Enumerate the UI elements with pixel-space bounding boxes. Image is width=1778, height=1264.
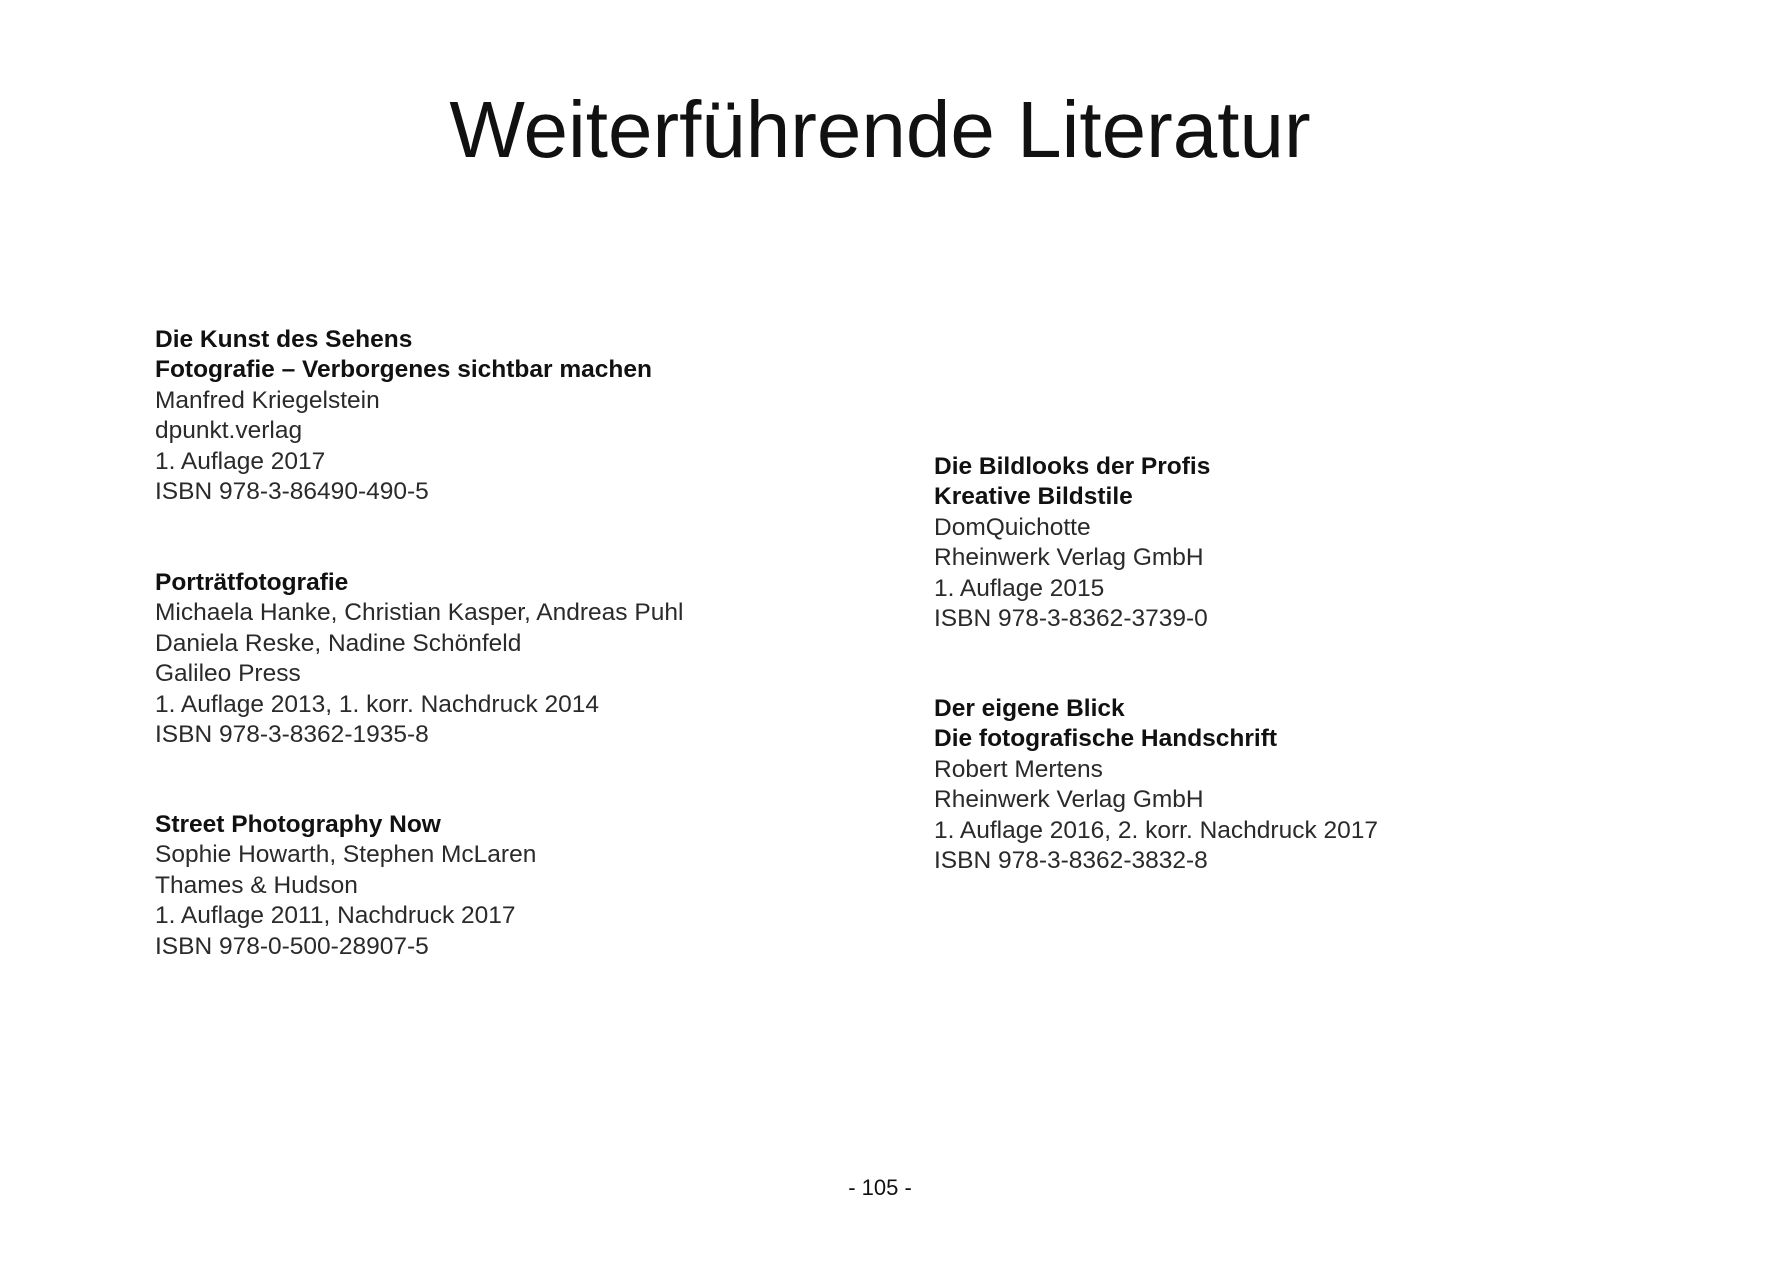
book-entry-bildlooks-der-profis [934, 452, 1634, 634]
book-edition: 1. Auflage 2016, 2. korr. Nachdruck 2017 [934, 816, 1379, 844]
book-author: Manfred Kriegelstein [155, 386, 380, 414]
book-authors: Daniela Reske, Nadine Schönfeld [155, 629, 522, 657]
book-publisher: Galileo Press [155, 660, 301, 688]
book-edition: 1. Auflage 2017 [155, 447, 326, 475]
book-entry-der-eigene-blick [934, 694, 1634, 876]
book-title: Street Photography Now [155, 811, 441, 838]
book-publisher: Rheinwerk Verlag GmbH [934, 786, 1204, 814]
book-isbn: ISBN 978-3-86490-490-5 [155, 478, 429, 506]
book-publisher: Thames & Hudson [155, 871, 358, 899]
book-title: Die Bildlooks der Profis [934, 453, 1211, 480]
book-entry-kunst-des-sehens [155, 325, 855, 507]
book-isbn: ISBN 978-3-8362-3739-0 [934, 605, 1208, 633]
book-isbn: ISBN 978-3-8362-1935-8 [155, 721, 429, 749]
page-title: Weiterführende Literatur [449, 85, 1311, 174]
book-authors: Michaela Hanke, Christian Kasper, Andreas Puhl [155, 599, 684, 627]
book-subtitle: Fotografie – Verborgenes sichtbar machen [155, 356, 652, 384]
book-isbn: ISBN 978-3-8362-3832-8 [934, 847, 1208, 875]
book-author: DomQuichotte [934, 513, 1091, 541]
book-isbn: ISBN 978-0-500-28907-5 [155, 932, 429, 960]
book-author: Robert Mertens [934, 755, 1103, 783]
book-publisher: dpunkt.verlag [155, 417, 303, 445]
book-title: Die Kunst des Sehens [155, 326, 413, 353]
book-edition: 1. Auflage 2015 [934, 574, 1105, 602]
book-subtitle: Kreative Bildstile [934, 483, 1133, 511]
book-authors: Sophie Howarth, Stephen McLaren [155, 841, 537, 869]
book-entry-portraetfotografie [155, 568, 855, 750]
book-publisher: Rheinwerk Verlag GmbH [934, 544, 1204, 572]
book-title: Porträtfotografie [155, 569, 349, 596]
book-edition: 1. Auflage 2013, 1. korr. Nachdruck 2014 [155, 690, 600, 718]
book-title: Der eigene Blick [934, 695, 1125, 722]
book-edition: 1. Auflage 2011, Nachdruck 2017 [155, 902, 516, 930]
book-entry-street-photography-now [155, 810, 855, 962]
page-number: - 105 - [848, 1175, 912, 1200]
book-subtitle: Die fotografische Handschrift [934, 725, 1278, 753]
